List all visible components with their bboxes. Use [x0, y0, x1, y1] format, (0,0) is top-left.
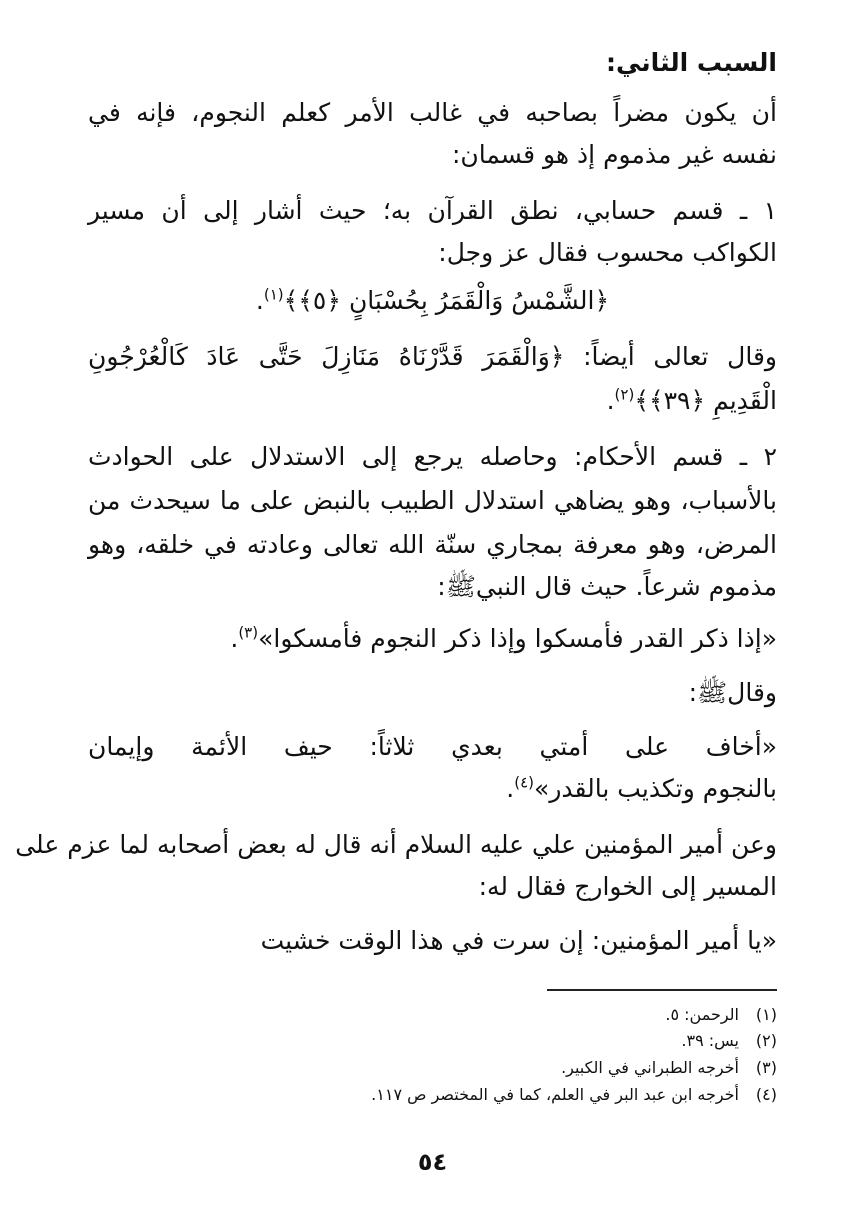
footnote-number: (٤)	[755, 1085, 777, 1104]
footnote-ref: (٤)	[514, 773, 535, 792]
footnote	[371, 1084, 777, 1106]
footnote	[561, 1057, 777, 1079]
footnote-number: (٣)	[755, 1058, 777, 1077]
footnote-text: الرحمن: ٥.	[665, 1005, 739, 1024]
text-line: مذموم شرعاً. حيث قال النبيﷺ:	[437, 572, 777, 601]
footnote-number: (٢)	[755, 1031, 777, 1050]
hadith-line: بالنجوم وتكذيب بالقدر»$^{(٤)}$.	[506, 773, 777, 803]
footnote-ref: (٢)	[614, 385, 635, 404]
text-line: ١ ـ قسم حسابي، نطق القرآن به؛ حيث أشار إلى أن مسير	[88, 196, 777, 225]
quran-verse: الْقَدِيمِ ﴿٣٩﴾﴾	[634, 386, 777, 415]
quran-verse-line: ﴿الشَّمْسُ وَالْقَمَرُ بِحُسْبَانٍ ﴿٥﴾﴾$^{(١)}$.	[255, 285, 610, 315]
text-line: «يا أمير المؤمنين: إن سرت في هذا الوقت خشيت	[260, 926, 777, 955]
footnote-divider	[547, 989, 777, 991]
text-line: الكواكب محسوب فقال عز وجل:	[438, 238, 777, 267]
footnote-ref: (١)	[263, 285, 284, 304]
text-line: المرض، وهو معرفة بمجاري سنّة الله تعالى وعادته في خلقه، وهو	[88, 530, 777, 559]
hadith-text: بالنجوم وتكذيب بالقدر»	[534, 774, 777, 803]
text-line: «أخاف على أمتي بعدي ثلاثاً: حيف الأئمة وإيمان	[88, 732, 777, 761]
quran-verse-line: الْقَدِيمِ ﴿٣٩﴾﴾$^{(٢)}$.	[606, 385, 777, 415]
text-line: أن يكون مضراً بصاحبه في غالب الأمر كعلم النجوم، فإنه في	[88, 98, 777, 127]
text-line: نفسه غير مذموم إذ هو قسمان:	[451, 140, 777, 169]
text-line: ٢ ـ قسم الأحكام: وحاصله يرجع إلى الاستدلال على الحوادث	[88, 442, 777, 471]
text-line: وقالﷺ:	[688, 678, 777, 707]
hadith-text: «إذا ذكر القدر فأمسكوا وإذا ذكر النجوم فأمسكوا»	[258, 624, 777, 653]
text-line: المسير إلى الخوارج فقال له:	[478, 872, 777, 901]
quran-verse: ﴿الشَّمْسُ وَالْقَمَرُ بِحُسْبَانٍ ﴿٥﴾﴾	[283, 286, 610, 315]
text-line: بالأسباب، وهو يضاهي استدلال الطبيب بالنبض على ما سيحدث من	[88, 486, 777, 515]
footnote-number: (١)	[755, 1005, 777, 1024]
hadith-line: «إذا ذكر القدر فأمسكوا وإذا ذكر النجوم فأمسكوا»$^{(٣)}$.	[230, 623, 777, 653]
text-line: وقال تعالى أيضاً: ﴿وَالْقَمَرَ قَدَّرْنَاهُ مَنَازِلَ حَتَّى عَادَ كَالْعُرْجُونِ	[88, 342, 777, 371]
text-line: وعن أمير المؤمنين علي عليه السلام أنه قال له بعض أصحابه لما عزم على	[15, 830, 777, 859]
section-heading: السبب الثاني:	[606, 48, 777, 77]
footnote	[681, 1030, 777, 1052]
footnote-text: أخرجه ابن عبد البر في العلم، كما في المختصر ص ١١٧.	[371, 1085, 739, 1104]
footnote-text: يس: ٣٩.	[681, 1031, 739, 1050]
page-number: ٥٤	[417, 1148, 448, 1176]
footnote-text: أخرجه الطبراني في الكبير.	[561, 1058, 739, 1077]
footnote-ref: (٣)	[238, 623, 259, 642]
footnote	[665, 1004, 777, 1026]
